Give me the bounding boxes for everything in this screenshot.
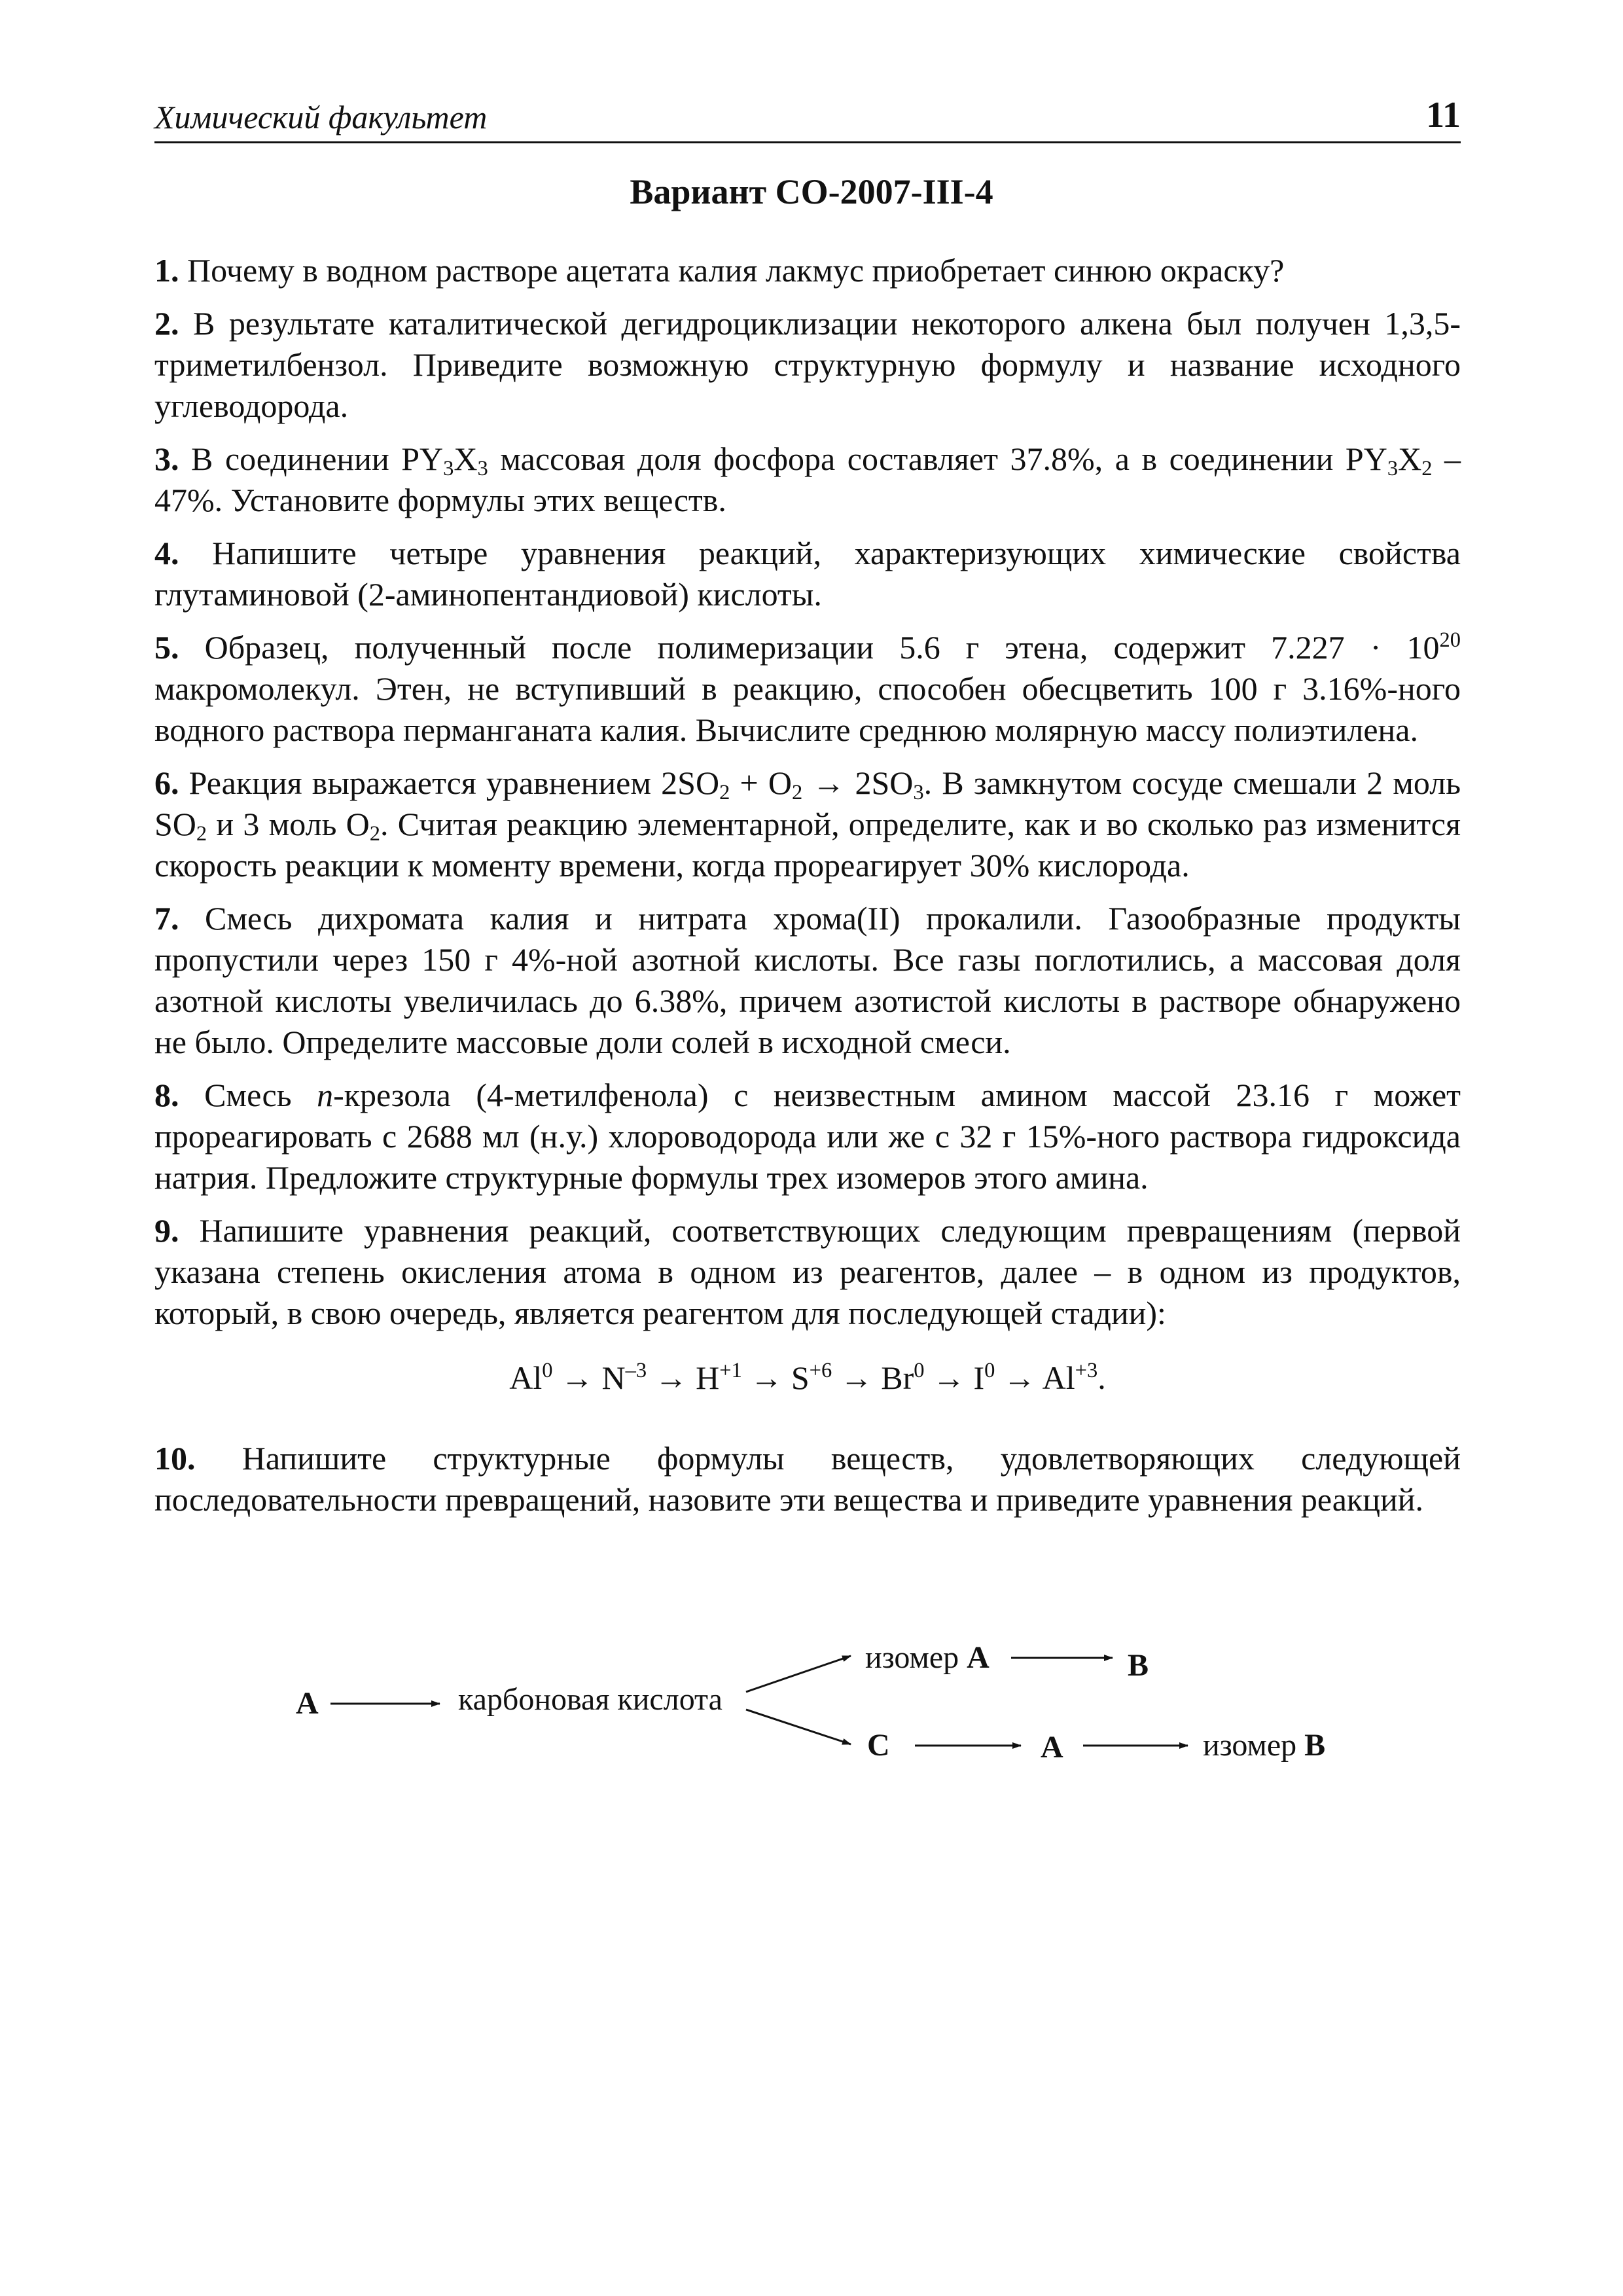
problem-number: 10. [154,1440,196,1477]
oxidation-state: 0 [542,1359,553,1383]
scheme-substance-b: B [1128,1648,1149,1683]
problem-text: и 3 моль O [207,806,370,842]
problem-number: 2. [154,305,179,342]
problem-4 [154,533,1461,615]
arrow-icon [746,1710,851,1744]
scheme-isomer-b [1203,1728,1325,1763]
subscript: 2 [1421,457,1433,481]
subscript: 3 [1387,457,1399,481]
arrow-icon: → [750,1359,783,1396]
problem-text: Почему в водном растворе ацетата калия лакмус приобретает синюю окраску? [187,252,1285,289]
arrow-icon: → [932,1359,965,1396]
problem-text: Напишите структурные формулы веществ, удовлетворяющих следующей последовательности превращений, назовите эти вещества и приведите уравнения реакций. [154,1440,1461,1518]
oxidation-state: 0 [914,1359,925,1383]
problem-text: X [454,440,478,477]
oxidation-state: 0 [984,1359,995,1383]
problem-text: . В замкнутом сосуде смешали 2 моль SO [154,764,1461,842]
problem-text: Смесь [204,1077,317,1113]
problem-text: Реакция выражается уравнением 2SO [188,764,720,801]
problem-number: 6. [154,764,179,801]
problem-text: массовая доля фосфора составляет 37.8%, а в соединении PY [488,440,1387,477]
problem-number: 4. [154,535,179,571]
oxidation-state: +1 [719,1359,742,1383]
problem-number: 9. [154,1212,179,1249]
subscript: 2 [719,781,730,805]
subscript: 2 [196,822,207,846]
subscript: 3 [913,781,924,805]
problem-text: В соединении PY [191,440,444,477]
element: Br [881,1359,914,1396]
problem-2 [154,303,1461,427]
oxidation-state: +3 [1075,1359,1098,1383]
problem-text: Смесь дихромата калия и нитрата хрома(II) прокалили. Газообразные продукты пропустили через 150 г 4%-ной азотной кислоты. Все газы поглотились, а массовая доля азотной кислоты увеличилась до 6.38%, причем азотистой кислоты в растворе обнаружено не было. Определите массовые доли солей в исходной смеси. [154,900,1461,1060]
problem-number: 8. [154,1077,179,1113]
variant-title: Вариант СО-2007-III-4 [630,172,993,211]
problem-text: → 2SO [802,764,914,801]
isomer-word: изомер [865,1640,959,1675]
problem-6 [154,762,1461,886]
problem-text: макромолекул. Этен, не вступивший в реакцию, способен обесцветить 100 г 3.16%-ного водного раствора перманганата калия. Вычислите среднюю молярную массу полиэтилена. [154,670,1461,748]
problem-text: -крезола (4-метилфенола) с неизвестным амином массой 23.16 г может прореагировать с 2688 мл (н.у.) хлороводорода или же с 32 г 15%-ного раствора гидроксида натрия. Предложите структурные формулы трех изомеров этого амина. [154,1077,1461,1196]
problem-number: 7. [154,900,179,937]
arrow-icon: → [561,1359,594,1396]
problem-7 [154,898,1461,1063]
scheme-substance-a: A [296,1686,319,1721]
scheme-substance-a-2: A [1041,1730,1063,1765]
problem-5 [154,627,1461,751]
superscript: 20 [1439,628,1461,653]
problem-text: Напишите четыре уравнения реакций, характеризующих химические свойства глутаминовой (2-аминопентандиовой) кислоты. [154,535,1461,613]
arrow-icon: → [654,1359,688,1396]
element: Al [1042,1359,1075,1396]
header-title: Химический факультет [154,99,488,135]
subscript: 2 [791,781,803,805]
problem-text: – 47%. Установите формулы этих веществ. [154,440,1461,518]
problem-10 [154,1438,1461,1520]
oxidation-chain [154,1357,1461,1399]
running-header [154,92,1461,143]
problem-text: В результате каталитической дегидроциклизации некоторого алкена был получен 1,3,5-триметилбензол. Приведите возможную структурную формулу и название исходного углеводорода. [154,305,1461,424]
subscript: 2 [369,822,380,846]
scheme-isomer-a [865,1640,990,1675]
isomer-word: изомер [1203,1728,1297,1763]
subscript: 3 [477,457,488,481]
isomer-letter: A [967,1640,990,1675]
problems-list [154,250,1461,1532]
scheme-substance-c: C [867,1728,890,1763]
problem-number: 1. [154,252,179,289]
problem-number: 5. [154,629,179,666]
element: Al [509,1359,543,1396]
problem-3 [154,439,1461,521]
problem-text: Напишите уравнения реакций, соответствующих следующим превращениям (первой указана степень окисления атома в одном из реагентов, далее – в одном из продуктов, который, в свою очередь, является реагентом для последующей стадии): [154,1212,1461,1331]
problem-9 [154,1210,1461,1334]
oxidation-state: –3 [625,1359,647,1383]
scheme-carboxylic-acid: карбоновая кислота [458,1682,722,1717]
problem-8 [154,1075,1461,1198]
arrow-icon: → [1003,1359,1036,1396]
element: I [973,1359,985,1396]
problem-number: 3. [154,440,179,477]
element: H [696,1359,720,1396]
italic-letter: п [317,1077,334,1113]
arrow-icon [746,1656,851,1692]
problem-text: X [1398,440,1422,477]
problem-1 [154,250,1461,291]
page-number: 11 [1426,95,1461,135]
arrow-icon: → [840,1359,873,1396]
oxidation-state: +6 [809,1359,832,1383]
problem-text: . Считая реакцию элементарной, определите, как и во сколько раз изменится скорость реакции к моменту времени, когда прореагирует 30% кислорода. [154,806,1461,884]
element: S [791,1359,810,1396]
period: . [1097,1359,1106,1396]
element: N [601,1359,626,1396]
isomer-letter: B [1304,1728,1326,1763]
problem-text: Образец, полученный после полимеризации 5.6 г этена, содержит 7.227 · 10 [204,629,1440,666]
subscript: 3 [443,457,454,481]
problem-text: + O [730,764,792,801]
